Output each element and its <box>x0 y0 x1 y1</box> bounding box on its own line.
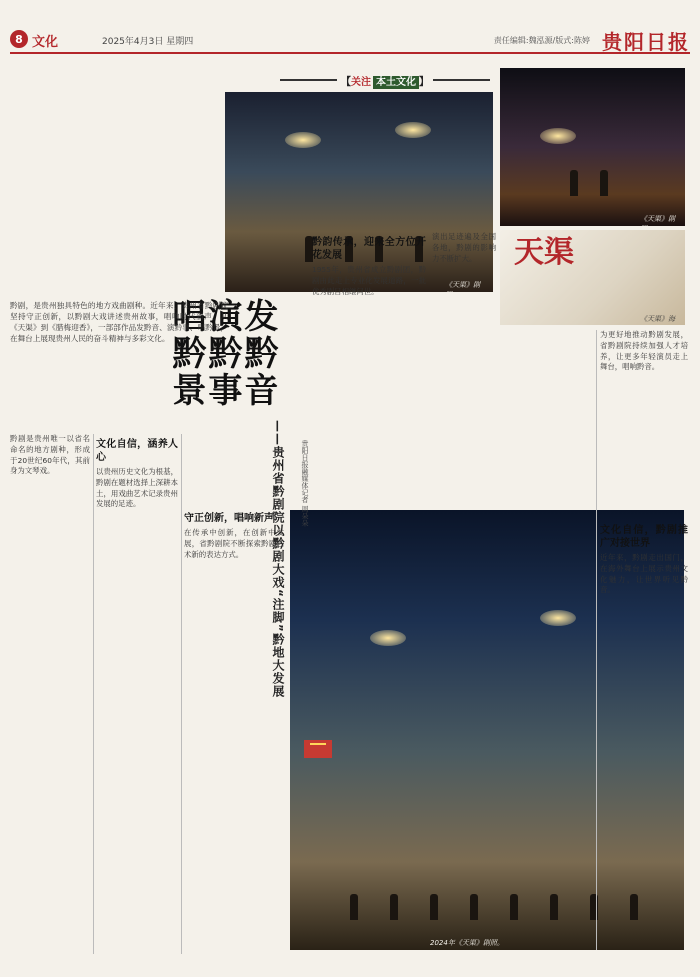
intro-paragraph: 黔剧，是贵州独具特色的地方戏曲剧种。近年来，贵州省黔剧院坚持守正创新，以黔剧大戏讲述贵州故事，唱响时代新声。从《天渠》到《腊梅迎香》，一部部作品发黔音、演黔事、唱黔景，在舞台上展现贵州人民的奋斗精神与多彩文化。 <box>10 301 228 343</box>
column-name: 本土文化 <box>373 76 419 89</box>
column-text: 在传承中创新，在创新中发展，省黔剧院不断探索黔剧艺术新的表达方式。 <box>184 528 284 559</box>
byline: 贵阳日报融媒体记者 周朵朵 <box>301 440 309 527</box>
subheading: 守正创新，唱响新声 <box>184 513 274 524</box>
poster-photo <box>500 230 685 325</box>
article-column-2 <box>96 434 178 510</box>
article-column-4 <box>312 232 426 297</box>
column-divider <box>596 330 597 950</box>
editor-credits: 责任编辑:魏泓源/版式:陈婷 <box>493 36 590 45</box>
stage-photo-2 <box>500 68 685 226</box>
headline-line-2: 演黔事 <box>201 298 242 409</box>
photo-caption: 2024年《天渠》剧照。 <box>430 939 504 947</box>
photo-caption: 《天渠》剧 <box>640 215 675 223</box>
photo-caption: 《天渠》剧 <box>445 281 480 289</box>
column-text: 为更好地推动黔剧发展，省黔剧院持续加强人才培养，让更多年轻演员走上舞台，唱响黔音。 <box>600 330 688 372</box>
issue-date: 2025年4月3日 星期四 <box>102 37 194 47</box>
column-text: 近年来，黔剧走出国门，在海外舞台上展示贵州文化魅力，让世界听见黔音。 <box>600 553 688 595</box>
article-column-5 <box>432 232 496 264</box>
column-divider <box>181 434 182 954</box>
column-prefix: 关注 <box>351 76 371 88</box>
column-text: 黔剧是贵州唯一以省名命名的地方剧种，形成于20世纪60年代，其前身为文琴戏。 <box>10 434 90 476</box>
headline-line-3: 唱黔景 <box>165 298 206 409</box>
newspaper-logo: 贵阳日报 <box>602 30 690 54</box>
article-column-6 <box>600 330 688 373</box>
column-divider <box>93 434 94 954</box>
subheading: 文化自信，黔剧推广对接世界 <box>600 525 688 549</box>
photo-caption: 《天渠》海 <box>640 315 675 323</box>
column-text: 演出足迹遍及全国各地，黔剧的影响力不断扩大。 <box>432 232 496 263</box>
flag-icon <box>304 740 332 758</box>
column-tag: 【关注 本土文化 】 <box>280 72 490 88</box>
section-name: 文化 <box>32 35 59 50</box>
column-text: 1955年，贵州省成立黔剧团，黔剧由此走上专业化发展道路，一批优秀剧目相继问世。 <box>312 265 426 296</box>
subheading: 黔韵传承，迎来全方位开花发展 <box>312 237 426 261</box>
article-column-3 <box>184 508 284 560</box>
subheading: 文化自信，涵养人心 <box>96 439 178 463</box>
page-header <box>10 26 690 54</box>
page-number-badge: 8 <box>10 30 28 48</box>
article-column-7 <box>600 520 688 596</box>
poster-title: 天渠 <box>514 235 574 270</box>
headline-line-1: 发黔音 <box>237 298 278 409</box>
column-text: 以贵州历史文化为根基，黔剧在题材选择上深耕本土，用戏曲艺术记录贵州发展的足迹。 <box>96 467 178 509</box>
headline-subtitle: ——贵州省黔剧院以黔剧大戏“注脚”黔地大发展 <box>271 420 285 698</box>
article-column-1 <box>10 434 90 477</box>
